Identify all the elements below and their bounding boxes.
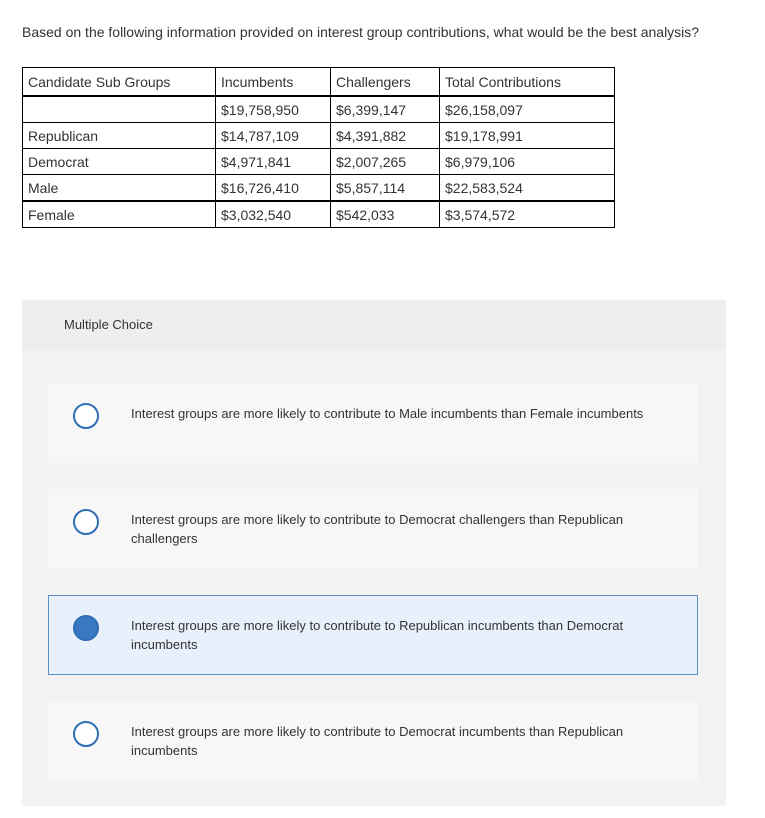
- answer-option-4[interactable]: [48, 701, 698, 781]
- table-row: [23, 201, 615, 228]
- multiple-choice-label: Multiple Choice: [64, 317, 153, 332]
- table-cell: $6,399,147: [331, 96, 440, 123]
- table-row: [23, 123, 615, 149]
- table-cell: $14,787,109: [216, 123, 331, 149]
- table-cell: Female: [23, 201, 216, 228]
- header-candidate-sub-groups: Candidate Sub Groups: [23, 68, 216, 97]
- table-cell: $16,726,410: [216, 175, 331, 202]
- question-text: Based on the following information provided on interest group contributions, what would be the best analysis?: [22, 24, 700, 40]
- table-cell: $3,032,540: [216, 201, 331, 228]
- multiple-choice-panel: [22, 300, 726, 806]
- answer-option-text: Interest groups are more likely to contribute to Male incumbents than Female incumbents: [131, 406, 644, 421]
- radio-button[interactable]: [73, 403, 99, 429]
- table-cell: $3,574,572: [440, 201, 615, 228]
- table-row: [23, 96, 615, 123]
- table-cell: $19,758,950: [216, 96, 331, 123]
- table-cell: $4,391,882: [331, 123, 440, 149]
- table-row: [23, 149, 615, 175]
- answer-option-1[interactable]: [48, 383, 698, 463]
- table-cell: Republican: [23, 123, 216, 149]
- radio-button-selected[interactable]: [73, 615, 99, 641]
- header-total-contributions: Total Contributions: [440, 68, 615, 97]
- contributions-table: [22, 67, 615, 228]
- header-incumbents: Incumbents: [216, 68, 331, 97]
- radio-button[interactable]: [73, 509, 99, 535]
- table-header-row: [23, 68, 615, 97]
- table-cell: $6,979,106: [440, 149, 615, 175]
- table-cell: $22,583,524: [440, 175, 615, 202]
- answer-option-text: Interest groups are more likely to contribute to Democrat challengers than Republican challengers: [131, 512, 624, 546]
- multiple-choice-header: [22, 300, 726, 350]
- table-cell: Male: [23, 175, 216, 202]
- answer-option-text: Interest groups are more likely to contribute to Democrat incumbents than Republican incumbents: [131, 724, 624, 758]
- table-cell: [23, 96, 216, 123]
- table-cell: $542,033: [331, 201, 440, 228]
- table-cell: $2,007,265: [331, 149, 440, 175]
- answer-option-2[interactable]: [48, 489, 698, 569]
- header-challengers: Challengers: [331, 68, 440, 97]
- answer-option-3[interactable]: [48, 595, 698, 675]
- table-cell: $26,158,097: [440, 96, 615, 123]
- table-row: [23, 175, 615, 202]
- table-cell: Democrat: [23, 149, 216, 175]
- table-cell: $5,857,114: [331, 175, 440, 202]
- radio-button[interactable]: [73, 721, 99, 747]
- table-cell: $19,178,991: [440, 123, 615, 149]
- answer-option-text: Interest groups are more likely to contribute to Republican incumbents than Democrat incumbents: [131, 618, 624, 652]
- table-cell: $4,971,841: [216, 149, 331, 175]
